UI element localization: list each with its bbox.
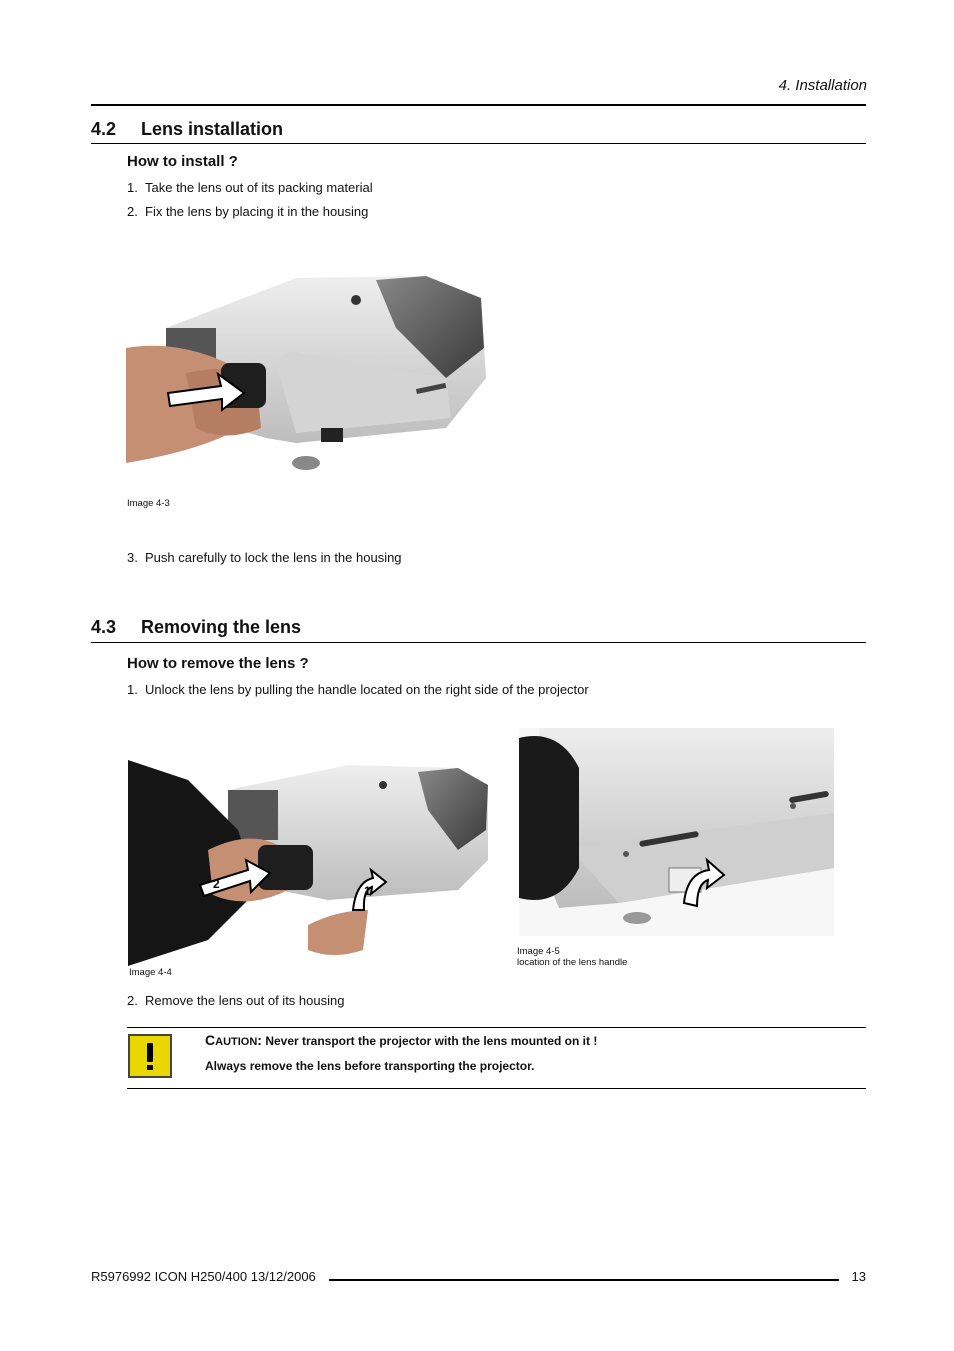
section-title-text: Lens installation (141, 119, 284, 139)
caution-top-rule (127, 1027, 866, 1028)
arrow-label-2: 2 (213, 877, 220, 891)
step-number: 1. (127, 682, 138, 697)
step-text: Remove the lens out of its housing (145, 993, 345, 1008)
section-number: 4.3 (91, 617, 117, 637)
caution-line-2: Always remove the lens before transporting the projector. (205, 1059, 535, 1073)
image-caption-4-5 (517, 946, 627, 968)
section-rule (91, 642, 866, 643)
caution-message: Never transport the projector with the lens mounted on it ! (265, 1034, 598, 1048)
footer-doc-ref: R5976992 ICON H250/400 13/12/2006 (91, 1269, 316, 1284)
footer-rule (329, 1279, 839, 1281)
caution-line-1 (205, 1032, 597, 1048)
section-title-4-3 (91, 617, 301, 638)
step-2-install (127, 204, 368, 219)
header-rule (91, 104, 866, 106)
chapter-header: 4. Installation (778, 77, 867, 94)
step-text: Push carefully to lock the lens in the housing (145, 550, 402, 565)
subheading-how-to-remove: How to remove the lens ? (127, 655, 309, 672)
section-title-text: Removing the lens (141, 617, 302, 637)
page-number: 13 (851, 1269, 866, 1284)
step-text: Unlock the lens by pulling the handle located on the right side of the projector (145, 682, 589, 697)
warning-triangle-icon (128, 1034, 172, 1078)
step-1-install (127, 180, 373, 195)
caution-bottom-rule (127, 1088, 866, 1089)
projector-lens-remove-image (128, 760, 490, 966)
step-number: 2. (127, 993, 138, 1008)
step-number: 3. (127, 550, 138, 565)
caution-label: CAUTION: (205, 1032, 262, 1048)
step-3-install (127, 550, 402, 565)
caption-line-1: Image 4-5 (517, 946, 560, 957)
arrow-label-1: 1 (364, 884, 371, 898)
section-title-4-2 (91, 119, 283, 140)
image-caption-4-3: Image 4-3 (127, 498, 170, 509)
lens-handle-closeup-image (519, 728, 834, 936)
section-number: 4.2 (91, 119, 117, 139)
image-caption-4-4: Image 4-4 (129, 967, 172, 978)
step-2-remove (127, 993, 344, 1008)
step-number: 2. (127, 204, 138, 219)
step-text: Take the lens out of its packing material (145, 180, 373, 195)
subheading-how-to-install: How to install ? (127, 153, 238, 170)
step-number: 1. (127, 180, 138, 195)
step-text: Fix the lens by placing it in the housing (145, 204, 369, 219)
caption-line-2: location of the lens handle (517, 957, 628, 968)
section-rule (91, 143, 866, 144)
projector-lens-insert-image (126, 268, 490, 478)
step-1-remove (127, 682, 589, 697)
